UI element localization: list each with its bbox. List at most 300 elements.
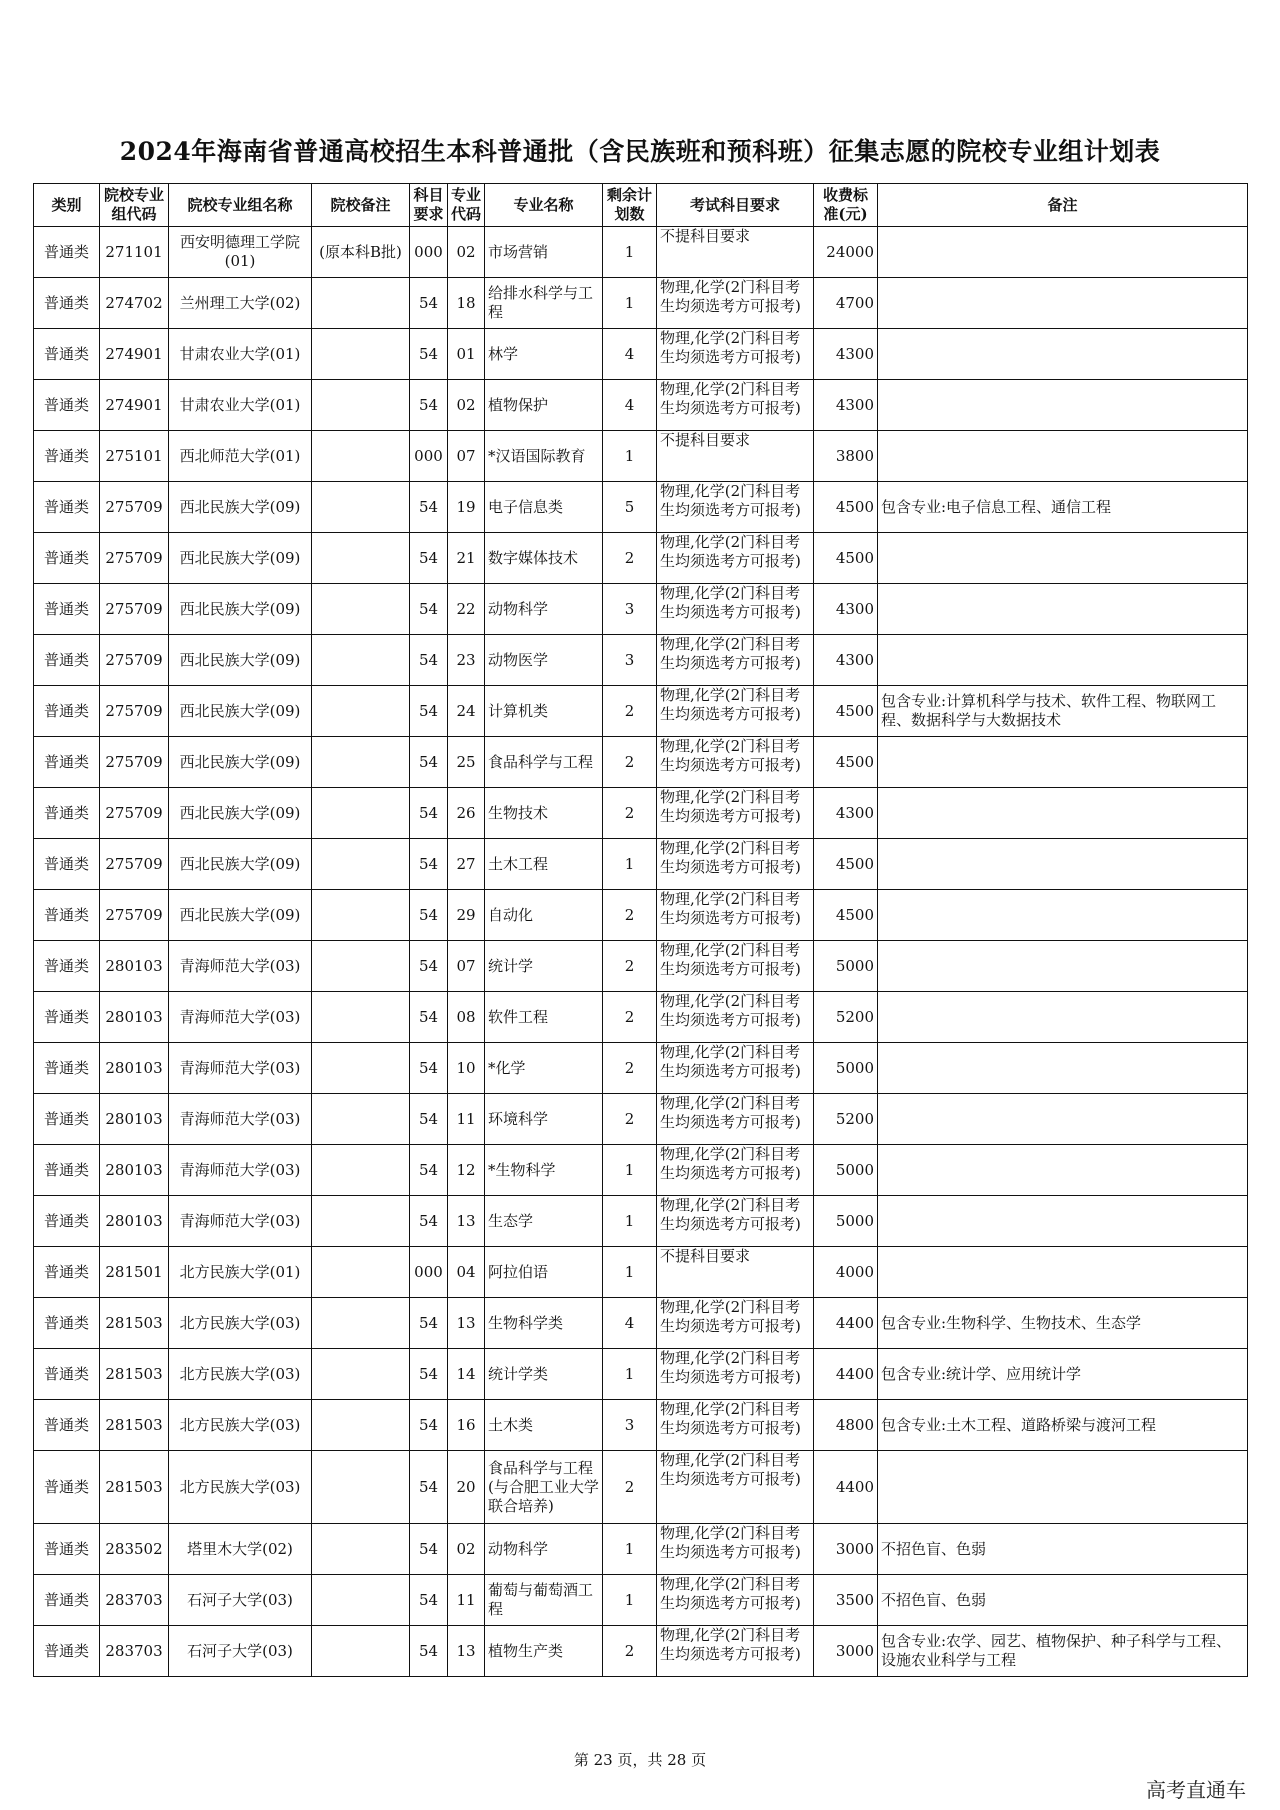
cell-major-name: 软件工程 xyxy=(485,992,603,1043)
cell-group-name: 北方民族大学(03) xyxy=(169,1298,312,1349)
cell-fee: 4300 xyxy=(814,788,878,839)
cell-note xyxy=(878,533,1248,584)
cell-fee: 3000 xyxy=(814,1524,878,1575)
cell-note: 不招色盲、色弱 xyxy=(878,1575,1248,1626)
exam-requirement-text: 物理,化学(2门科目考生均须选考方可报考) xyxy=(660,1400,801,1437)
cell-school-remark xyxy=(312,380,410,431)
table-row xyxy=(34,635,1248,686)
table-row xyxy=(34,1349,1248,1400)
col-header: 院校专业组代码 xyxy=(100,184,169,227)
cell-group-code: 281503 xyxy=(100,1400,169,1451)
exam-requirement-text: 物理,化学(2门科目考生均须选考方可报考) xyxy=(660,1524,801,1561)
cell-remaining-plan: 2 xyxy=(603,1626,657,1677)
cell-major-code: 11 xyxy=(448,1094,485,1145)
table-row xyxy=(34,482,1248,533)
exam-requirement-text: 不提科目要求 xyxy=(660,431,751,449)
cell-subject-code: 54 xyxy=(410,890,448,941)
cell-group-name: 西北民族大学(09) xyxy=(169,737,312,788)
cell-group-code: 275709 xyxy=(100,788,169,839)
cell-category: 普通类 xyxy=(34,1298,100,1349)
cell-school-remark xyxy=(312,1298,410,1349)
cell-fee: 4500 xyxy=(814,686,878,737)
cell-note xyxy=(878,431,1248,482)
cell-major-name: 阿拉伯语 xyxy=(485,1247,603,1298)
cell-fee: 5000 xyxy=(814,1145,878,1196)
cell-remaining-plan: 1 xyxy=(603,1145,657,1196)
cell-group-code: 274702 xyxy=(100,278,169,329)
cell-remaining-plan: 4 xyxy=(603,380,657,431)
cell-subject-code: 000 xyxy=(410,1247,448,1298)
cell-major-name: 动物科学 xyxy=(485,1524,603,1575)
cell-major-code: 16 xyxy=(448,1400,485,1451)
cell-category: 普通类 xyxy=(34,329,100,380)
exam-requirement-text: 物理,化学(2门科目考生均须选考方可报考) xyxy=(660,1043,801,1080)
cell-subject-code: 54 xyxy=(410,941,448,992)
cell-remaining-plan: 2 xyxy=(603,788,657,839)
cell-major-code: 13 xyxy=(448,1196,485,1247)
cell-group-code: 280103 xyxy=(100,1094,169,1145)
cell-school-remark xyxy=(312,1451,410,1524)
cell-remaining-plan: 1 xyxy=(603,1575,657,1626)
cell-category: 普通类 xyxy=(34,1145,100,1196)
cell-category: 普通类 xyxy=(34,1094,100,1145)
cell-major-name: 动物医学 xyxy=(485,635,603,686)
cell-category: 普通类 xyxy=(34,788,100,839)
cell-subject-code: 54 xyxy=(410,1298,448,1349)
cell-major-code: 07 xyxy=(448,941,485,992)
cell-major-code: 29 xyxy=(448,890,485,941)
cell-fee: 4400 xyxy=(814,1349,878,1400)
cell-group-code: 280103 xyxy=(100,941,169,992)
cell-fee: 4300 xyxy=(814,380,878,431)
cell-school-remark: (原本科B批) xyxy=(312,227,410,278)
cell-group-name: 石河子大学(03) xyxy=(169,1626,312,1677)
cell-group-code: 275709 xyxy=(100,737,169,788)
cell-note xyxy=(878,278,1248,329)
cell-major-code: 23 xyxy=(448,635,485,686)
table-row xyxy=(34,1524,1248,1575)
cell-major-name: 生物科学类 xyxy=(485,1298,603,1349)
cell-exam-requirement xyxy=(657,329,814,380)
cell-major-code: 27 xyxy=(448,839,485,890)
cell-fee: 4500 xyxy=(814,533,878,584)
cell-major-name: 土木类 xyxy=(485,1400,603,1451)
cell-remaining-plan: 2 xyxy=(603,686,657,737)
cell-remaining-plan: 2 xyxy=(603,992,657,1043)
cell-exam-requirement xyxy=(657,1626,814,1677)
cell-remaining-plan: 4 xyxy=(603,329,657,380)
cell-exam-requirement xyxy=(657,1196,814,1247)
exam-requirement-text: 物理,化学(2门科目考生均须选考方可报考) xyxy=(660,839,801,876)
col-header: 考试科目要求 xyxy=(657,184,814,227)
cell-category: 普通类 xyxy=(34,1524,100,1575)
cell-group-code: 280103 xyxy=(100,1196,169,1247)
page-number: 第 23 页，共 28 页 xyxy=(573,1751,707,1769)
exam-requirement-text: 物理,化学(2门科目考生均须选考方可报考) xyxy=(660,1575,801,1612)
cell-note: 包含专业:农学、园艺、植物保护、种子科学与工程、设施农业科学与工程 xyxy=(878,1626,1248,1677)
cell-school-remark xyxy=(312,992,410,1043)
cell-exam-requirement xyxy=(657,482,814,533)
cell-subject-code: 54 xyxy=(410,788,448,839)
exam-requirement-text: 物理,化学(2门科目考生均须选考方可报考) xyxy=(660,1145,801,1182)
cell-remaining-plan: 1 xyxy=(603,839,657,890)
cell-major-code: 21 xyxy=(448,533,485,584)
table-row xyxy=(34,1400,1248,1451)
cell-remaining-plan: 1 xyxy=(603,1349,657,1400)
cell-category: 普通类 xyxy=(34,941,100,992)
cell-fee: 3800 xyxy=(814,431,878,482)
cell-remaining-plan: 2 xyxy=(603,890,657,941)
cell-group-code: 281503 xyxy=(100,1349,169,1400)
table-row xyxy=(34,1043,1248,1094)
cell-note xyxy=(878,1043,1248,1094)
exam-requirement-text: 物理,化学(2门科目考生均须选考方可报考) xyxy=(660,329,801,366)
cell-major-code: 02 xyxy=(448,227,485,278)
cell-subject-code: 54 xyxy=(410,1626,448,1677)
cell-category: 普通类 xyxy=(34,431,100,482)
cell-exam-requirement xyxy=(657,584,814,635)
cell-remaining-plan: 2 xyxy=(603,1451,657,1524)
cell-group-name: 北方民族大学(03) xyxy=(169,1400,312,1451)
cell-major-code: 12 xyxy=(448,1145,485,1196)
cell-category: 普通类 xyxy=(34,890,100,941)
cell-group-name: 西北民族大学(09) xyxy=(169,839,312,890)
cell-group-code: 280103 xyxy=(100,1145,169,1196)
cell-group-code: 271101 xyxy=(100,227,169,278)
cell-fee: 4300 xyxy=(814,635,878,686)
cell-note xyxy=(878,227,1248,278)
cell-major-code: 08 xyxy=(448,992,485,1043)
col-header: 专业代码 xyxy=(448,184,485,227)
cell-school-remark xyxy=(312,890,410,941)
cell-major-name: 自动化 xyxy=(485,890,603,941)
cell-remaining-plan: 2 xyxy=(603,533,657,584)
exam-requirement-text: 物理,化学(2门科目考生均须选考方可报考) xyxy=(660,278,801,315)
cell-fee: 4700 xyxy=(814,278,878,329)
page-title: 2024年海南省普通高校招生本科普通批（含民族班和预科班）征集志愿的院校专业组计划表 xyxy=(119,137,1161,166)
cell-group-code: 283703 xyxy=(100,1626,169,1677)
cell-fee: 4500 xyxy=(814,737,878,788)
cell-category: 普通类 xyxy=(34,278,100,329)
cell-group-name: 青海师范大学(03) xyxy=(169,1145,312,1196)
cell-group-name: 兰州理工大学(02) xyxy=(169,278,312,329)
table-row xyxy=(34,1626,1248,1677)
cell-note xyxy=(878,737,1248,788)
cell-subject-code: 54 xyxy=(410,380,448,431)
cell-major-code: 13 xyxy=(448,1626,485,1677)
cell-group-name: 西北民族大学(09) xyxy=(169,686,312,737)
cell-exam-requirement xyxy=(657,737,814,788)
cell-major-code: 02 xyxy=(448,1524,485,1575)
cell-major-name: 环境科学 xyxy=(485,1094,603,1145)
table-row xyxy=(34,278,1248,329)
cell-major-name: 食品科学与工程 xyxy=(485,737,603,788)
watermark: 高考直通车 xyxy=(1146,1778,1246,1802)
cell-school-remark xyxy=(312,788,410,839)
cell-remaining-plan: 1 xyxy=(603,278,657,329)
cell-exam-requirement xyxy=(657,227,814,278)
cell-fee: 5200 xyxy=(814,1094,878,1145)
col-header: 专业名称 xyxy=(485,184,603,227)
cell-category: 普通类 xyxy=(34,533,100,584)
cell-school-remark xyxy=(312,278,410,329)
exam-requirement-text: 物理,化学(2门科目考生均须选考方可报考) xyxy=(660,584,801,621)
cell-remaining-plan: 2 xyxy=(603,941,657,992)
cell-category: 普通类 xyxy=(34,380,100,431)
cell-exam-requirement xyxy=(657,1145,814,1196)
cell-school-remark xyxy=(312,1524,410,1575)
cell-fee: 4500 xyxy=(814,890,878,941)
cell-remaining-plan: 3 xyxy=(603,635,657,686)
cell-fee: 4400 xyxy=(814,1451,878,1524)
cell-school-remark xyxy=(312,431,410,482)
cell-note xyxy=(878,839,1248,890)
table-row xyxy=(34,788,1248,839)
table-row xyxy=(34,1094,1248,1145)
cell-major-name: 食品科学与工程(与合肥工业大学联合培养) xyxy=(485,1451,603,1524)
cell-subject-code: 54 xyxy=(410,533,448,584)
exam-requirement-text: 物理,化学(2门科目考生均须选考方可报考) xyxy=(660,533,801,570)
cell-group-name: 青海师范大学(03) xyxy=(169,1196,312,1247)
exam-requirement-text: 物理,化学(2门科目考生均须选考方可报考) xyxy=(660,992,801,1029)
cell-school-remark xyxy=(312,533,410,584)
cell-category: 普通类 xyxy=(34,227,100,278)
cell-major-name: 统计学类 xyxy=(485,1349,603,1400)
cell-note: 不招色盲、色弱 xyxy=(878,1524,1248,1575)
cell-group-code: 274901 xyxy=(100,329,169,380)
cell-subject-code: 54 xyxy=(410,839,448,890)
table-row xyxy=(34,1451,1248,1524)
cell-group-name: 西安明德理工学院(01) xyxy=(169,227,312,278)
cell-fee: 4000 xyxy=(814,1247,878,1298)
cell-subject-code: 54 xyxy=(410,686,448,737)
cell-major-code: 18 xyxy=(448,278,485,329)
cell-fee: 24000 xyxy=(814,227,878,278)
cell-group-code: 275101 xyxy=(100,431,169,482)
cell-group-name: 西北民族大学(09) xyxy=(169,635,312,686)
cell-note xyxy=(878,1451,1248,1524)
table-row xyxy=(34,890,1248,941)
cell-major-name: *生物科学 xyxy=(485,1145,603,1196)
cell-remaining-plan: 4 xyxy=(603,1298,657,1349)
cell-fee: 4300 xyxy=(814,329,878,380)
table-row xyxy=(34,1298,1248,1349)
table-row xyxy=(34,1196,1248,1247)
cell-school-remark xyxy=(312,1400,410,1451)
cell-school-remark xyxy=(312,482,410,533)
cell-note xyxy=(878,635,1248,686)
cell-subject-code: 54 xyxy=(410,278,448,329)
cell-category: 普通类 xyxy=(34,635,100,686)
cell-group-name: 西北师范大学(01) xyxy=(169,431,312,482)
cell-major-name: 葡萄与葡萄酒工程 xyxy=(485,1575,603,1626)
cell-exam-requirement xyxy=(657,1043,814,1094)
table-row xyxy=(34,1575,1248,1626)
cell-major-name: 林学 xyxy=(485,329,603,380)
table-row xyxy=(34,839,1248,890)
cell-major-code: 13 xyxy=(448,1298,485,1349)
cell-group-code: 281503 xyxy=(100,1298,169,1349)
cell-group-name: 青海师范大学(03) xyxy=(169,941,312,992)
cell-exam-requirement xyxy=(657,1094,814,1145)
cell-major-name: 给排水科学与工程 xyxy=(485,278,603,329)
cell-major-code: 11 xyxy=(448,1575,485,1626)
cell-category: 普通类 xyxy=(34,1575,100,1626)
cell-major-name: 计算机类 xyxy=(485,686,603,737)
cell-major-code: 22 xyxy=(448,584,485,635)
cell-group-name: 北方民族大学(01) xyxy=(169,1247,312,1298)
exam-requirement-text: 物理,化学(2门科目考生均须选考方可报考) xyxy=(660,788,801,825)
cell-subject-code: 54 xyxy=(410,584,448,635)
cell-remaining-plan: 1 xyxy=(603,431,657,482)
cell-school-remark xyxy=(312,1626,410,1677)
cell-group-code: 280103 xyxy=(100,1043,169,1094)
cell-exam-requirement xyxy=(657,788,814,839)
table-row xyxy=(34,1247,1248,1298)
table-row xyxy=(34,992,1248,1043)
exam-requirement-text: 不提科目要求 xyxy=(660,227,751,245)
cell-group-code: 275709 xyxy=(100,482,169,533)
cell-remaining-plan: 1 xyxy=(603,1247,657,1298)
cell-subject-code: 54 xyxy=(410,1575,448,1626)
col-header: 科目要求 xyxy=(410,184,448,227)
cell-fee: 4800 xyxy=(814,1400,878,1451)
cell-note: 包含专业:土木工程、道路桥梁与渡河工程 xyxy=(878,1400,1248,1451)
cell-major-code: 26 xyxy=(448,788,485,839)
cell-note: 包含专业:生物科学、生物技术、生态学 xyxy=(878,1298,1248,1349)
cell-note xyxy=(878,584,1248,635)
col-header: 院校备注 xyxy=(312,184,410,227)
cell-major-name: 统计学 xyxy=(485,941,603,992)
cell-remaining-plan: 1 xyxy=(603,227,657,278)
cell-remaining-plan: 2 xyxy=(603,1094,657,1145)
table-row xyxy=(34,380,1248,431)
cell-category: 普通类 xyxy=(34,737,100,788)
cell-major-code: 04 xyxy=(448,1247,485,1298)
table-body xyxy=(34,227,1248,1677)
exam-requirement-text: 物理,化学(2门科目考生均须选考方可报考) xyxy=(660,686,801,723)
cell-subject-code: 54 xyxy=(410,1043,448,1094)
cell-exam-requirement xyxy=(657,1575,814,1626)
cell-fee: 4500 xyxy=(814,482,878,533)
cell-major-name: 电子信息类 xyxy=(485,482,603,533)
cell-group-name: 北方民族大学(03) xyxy=(169,1451,312,1524)
cell-group-name: 西北民族大学(09) xyxy=(169,788,312,839)
cell-subject-code: 54 xyxy=(410,329,448,380)
cell-group-name: 西北民族大学(09) xyxy=(169,890,312,941)
cell-subject-code: 54 xyxy=(410,1145,448,1196)
cell-school-remark xyxy=(312,584,410,635)
cell-major-code: 01 xyxy=(448,329,485,380)
cell-category: 普通类 xyxy=(34,1043,100,1094)
cell-exam-requirement xyxy=(657,1400,814,1451)
cell-category: 普通类 xyxy=(34,584,100,635)
cell-note xyxy=(878,1145,1248,1196)
cell-school-remark xyxy=(312,1094,410,1145)
cell-exam-requirement xyxy=(657,431,814,482)
col-header: 类别 xyxy=(34,184,100,227)
cell-category: 普通类 xyxy=(34,992,100,1043)
table-row xyxy=(34,1145,1248,1196)
cell-fee: 5000 xyxy=(814,1196,878,1247)
cell-fee: 3000 xyxy=(814,1626,878,1677)
cell-fee: 4300 xyxy=(814,584,878,635)
cell-group-code: 283703 xyxy=(100,1575,169,1626)
cell-exam-requirement xyxy=(657,839,814,890)
cell-subject-code: 000 xyxy=(410,431,448,482)
cell-category: 普通类 xyxy=(34,482,100,533)
cell-note xyxy=(878,329,1248,380)
cell-group-code: 275709 xyxy=(100,890,169,941)
cell-school-remark xyxy=(312,1145,410,1196)
cell-major-code: 19 xyxy=(448,482,485,533)
cell-exam-requirement xyxy=(657,278,814,329)
cell-school-remark xyxy=(312,1349,410,1400)
cell-group-name: 甘肃农业大学(01) xyxy=(169,329,312,380)
cell-major-name: 土木工程 xyxy=(485,839,603,890)
cell-note xyxy=(878,1196,1248,1247)
cell-group-name: 青海师范大学(03) xyxy=(169,992,312,1043)
cell-fee: 4400 xyxy=(814,1298,878,1349)
cell-remaining-plan: 2 xyxy=(603,1043,657,1094)
cell-note xyxy=(878,941,1248,992)
cell-major-code: 25 xyxy=(448,737,485,788)
cell-group-code: 275709 xyxy=(100,533,169,584)
cell-school-remark xyxy=(312,329,410,380)
exam-requirement-text: 物理,化学(2门科目考生均须选考方可报考) xyxy=(660,1196,801,1233)
cell-group-code: 281503 xyxy=(100,1451,169,1524)
plan-table xyxy=(33,183,1248,1677)
exam-requirement-text: 物理,化学(2门科目考生均须选考方可报考) xyxy=(660,482,801,519)
cell-major-name: 生态学 xyxy=(485,1196,603,1247)
cell-major-name: 植物生产类 xyxy=(485,1626,603,1677)
cell-major-name: 数字媒体技术 xyxy=(485,533,603,584)
cell-category: 普通类 xyxy=(34,1196,100,1247)
cell-exam-requirement xyxy=(657,1247,814,1298)
exam-requirement-text: 物理,化学(2门科目考生均须选考方可报考) xyxy=(660,1451,801,1488)
cell-note xyxy=(878,380,1248,431)
cell-group-name: 甘肃农业大学(01) xyxy=(169,380,312,431)
cell-group-code: 283502 xyxy=(100,1524,169,1575)
cell-major-code: 14 xyxy=(448,1349,485,1400)
cell-exam-requirement xyxy=(657,890,814,941)
cell-group-code: 275709 xyxy=(100,686,169,737)
cell-fee: 5000 xyxy=(814,941,878,992)
exam-requirement-text: 物理,化学(2门科目考生均须选考方可报考) xyxy=(660,1298,801,1335)
cell-group-code: 281501 xyxy=(100,1247,169,1298)
exam-requirement-text: 物理,化学(2门科目考生均须选考方可报考) xyxy=(660,635,801,672)
cell-exam-requirement xyxy=(657,1298,814,1349)
cell-group-code: 275709 xyxy=(100,584,169,635)
cell-note xyxy=(878,1247,1248,1298)
cell-remaining-plan: 3 xyxy=(603,584,657,635)
cell-fee: 3500 xyxy=(814,1575,878,1626)
cell-exam-requirement xyxy=(657,941,814,992)
cell-major-code: 02 xyxy=(448,380,485,431)
exam-requirement-text: 物理,化学(2门科目考生均须选考方可报考) xyxy=(660,380,801,417)
cell-note: 包含专业:统计学、应用统计学 xyxy=(878,1349,1248,1400)
cell-group-code: 275709 xyxy=(100,635,169,686)
cell-subject-code: 54 xyxy=(410,1349,448,1400)
cell-subject-code: 54 xyxy=(410,1094,448,1145)
cell-major-name: 植物保护 xyxy=(485,380,603,431)
cell-subject-code: 54 xyxy=(410,1524,448,1575)
cell-group-name: 青海师范大学(03) xyxy=(169,1043,312,1094)
cell-school-remark xyxy=(312,839,410,890)
exam-requirement-text: 物理,化学(2门科目考生均须选考方可报考) xyxy=(660,1626,801,1663)
table-row xyxy=(34,584,1248,635)
cell-school-remark xyxy=(312,1247,410,1298)
